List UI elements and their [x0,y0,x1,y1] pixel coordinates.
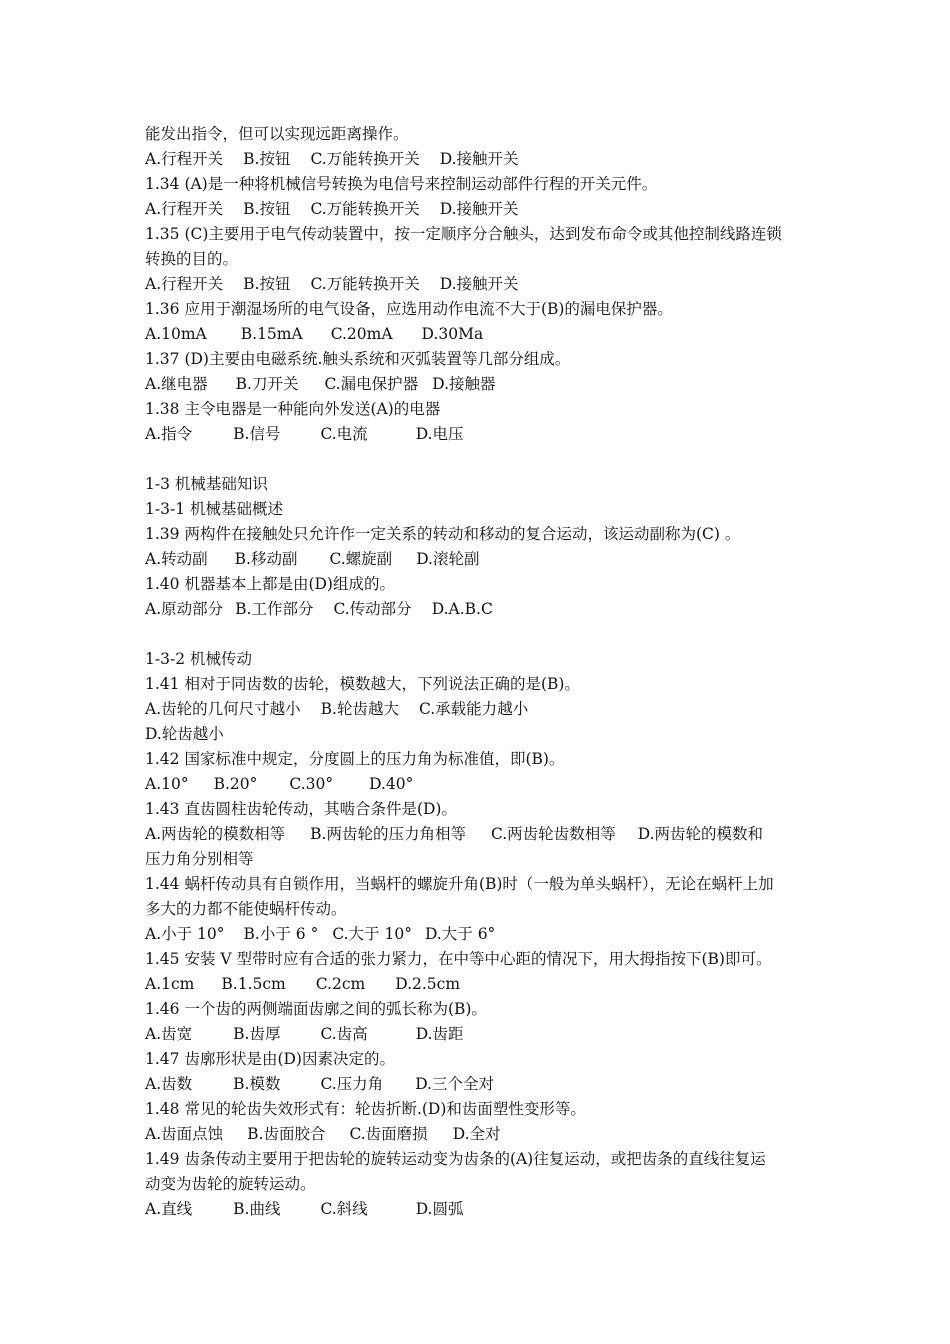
option-c: C.30° [289,775,334,793]
options-row [145,972,815,997]
option-a: A.10mA [145,325,207,343]
option-d: D.全对 [452,1125,501,1143]
question-1-46: 1.46 一个齿的两侧端面齿廓之间的弧长称为(B)。 [145,1000,487,1018]
options-row [145,372,815,397]
options-row [145,597,815,622]
option-a: A.行程开关 [145,200,224,218]
question-1-35-cont: 转换的目的。 [145,250,239,268]
option-d: D.滚轮副 [416,550,480,568]
option-c: C.齿面磨损 [349,1125,428,1143]
option-a: A.10° [145,775,189,793]
options-row [145,422,815,447]
option-c: C.大于 10° [332,925,412,943]
option-c: C.两齿轮齿数相等 [490,825,616,843]
question-1-34: 1.34 (A)是一种将机械信号转换为电信号来控制运动部件行程的开关元件。 [145,175,658,193]
options-row [145,697,815,722]
question-1-41: 1.41 相对于同齿数的齿轮，模数越大，下列说法正确的是(B)。 [145,675,580,693]
options-row [145,547,815,572]
option-a: A.指令 [145,425,193,443]
option-c: C.斜线 [320,1200,368,1218]
question-1-48: 1.48 常见的轮齿失效形式有：轮齿折断.(D)和齿面塑性变形等。 [145,1100,586,1118]
option-b: B.按钮 [243,150,291,168]
option-d: D.圆弧 [415,1200,464,1218]
options-row [145,1072,815,1097]
option-a: A.直线 [145,1200,193,1218]
question-1-40: 1.40 机器基本上都是由(D)组成的。 [145,575,395,593]
question-1-43: 1.43 直齿圆柱齿轮传动，其啮合条件是(D)。 [145,800,457,818]
option-b: B.齿面胶合 [247,1125,326,1143]
option-c: C.承载能力越小 [418,700,529,718]
option-a: A.齿数 [145,1075,193,1093]
option-d: D.30Ma [421,325,484,343]
option-c: C.万能转换开关 [310,150,420,168]
option-d: D.大于 6° [424,925,496,943]
options-row [145,197,815,222]
question-1-39: 1.39 两构件在接触处只允许作一定关系的转动和移动的复合运动，该运动副称为(C) 。 [145,525,741,543]
option-b: B.轮齿越大 [320,700,399,718]
options-row [145,1197,815,1222]
option-a: A.两齿轮的模数相等 [145,825,286,843]
question-1-49-cont: 动变为齿轮的旋转运动。 [145,1175,316,1193]
option-b: B.模数 [233,1075,281,1093]
option-b: B.15mA [240,325,303,343]
option-b: B.小于 6 ° [243,925,319,943]
option-c: C.压力角 [320,1075,384,1093]
option-d: D.电压 [415,425,464,443]
option-b: B.20° [213,775,258,793]
option-a: A.转动副 [145,550,208,568]
option-a: A.齿轮的几何尺寸越小 [145,700,301,718]
option-b: B.刀开关 [235,375,299,393]
option-d: D.轮齿越小 [145,725,224,743]
options-row [145,1122,815,1147]
option-a: A.原动部分 [145,600,224,618]
question-1-49: 1.49 齿条传动主要用于把齿轮的旋转运动变为齿条的(A)往复运动，或把齿条的直线往复运 [145,1150,766,1168]
question-1-36: 1.36 应用于潮湿场所的电气设备，应选用动作电流不大于(B)的漏电保护器。 [145,300,673,318]
option-a: A.齿宽 [145,1025,193,1043]
option-c: C.螺旋副 [329,550,393,568]
option-b: B.移动副 [234,550,298,568]
option-d: D.2.5cm [395,975,461,993]
option-c: C.20mA [330,325,393,343]
option-d: D.A.B.C [431,600,493,618]
option-c: C.电流 [320,425,368,443]
option-b: B.信号 [233,425,281,443]
section-heading: 1-3 机械基础知识 [145,475,268,493]
option-b: B.按钮 [243,200,291,218]
options-row [145,272,815,297]
option-b: B.曲线 [233,1200,281,1218]
option-c: C.2cm [315,975,366,993]
option-a: A.行程开关 [145,275,224,293]
question-1-44-cont: 多大的力都不能使蜗杆传动。 [145,900,347,918]
question-1-37: 1.37 (D)主要由电磁系统.触头系统和灭弧装置等几部分组成。 [145,350,571,368]
option-d: D.三个全对 [415,1075,494,1093]
option-c: C.万能转换开关 [310,200,420,218]
option-a: A.1cm [145,975,195,993]
option-d: D.接触开关 [439,275,519,293]
question-1-38: 1.38 主令电器是一种能向外发送(A)的电器 [145,400,441,418]
option-d: D.接触器 [432,375,496,393]
option-a: A.行程开关 [145,150,224,168]
options-row [145,1022,815,1047]
question-1-45: 1.45 安装 V 型带时应有合适的张力紧力，在中等中心距的情况下，用大拇指按下(B)即可。 [145,950,772,968]
option-b: B.两齿轮的压力角相等 [310,825,466,843]
option-c: C.齿高 [320,1025,368,1043]
option-c: C.万能转换开关 [310,275,420,293]
subsection-heading: 1-3-1 机械基础概述 [145,500,283,518]
option-d: D.40° [369,775,414,793]
option-a: A.小于 10° [145,925,225,943]
question-continuation: 能发出指令，但可以实现远距离操作。 [145,125,409,143]
option-d: D.齿距 [415,1025,464,1043]
options-row [145,922,815,947]
options-row [145,822,815,847]
option-a: A.继电器 [145,375,208,393]
option-d-cont: 压力角分别相等 [145,850,254,868]
option-c: C.传动部分 [333,600,412,618]
question-1-42: 1.42 国家标准中规定，分度圆上的压力角为标准值，即(B)。 [145,750,565,768]
options-row [145,322,815,347]
option-d: D.接触开关 [439,150,519,168]
option-b: B.1.5cm [221,975,286,993]
options-row [145,772,815,797]
option-d: D.两齿轮的模数和 [637,825,764,843]
options-row [145,147,815,172]
option-b: B.工作部分 [235,600,314,618]
document-body [145,122,815,1222]
option-b: B.按钮 [243,275,291,293]
option-c: C.漏电保护器 [324,375,419,393]
question-1-35: 1.35 (C)主要用于电气传动装置中，按一定顺序分合触头，达到发布命令或其他控制线路连锁 [145,225,782,243]
question-1-47: 1.47 齿廓形状是由(D)因素决定的。 [145,1050,395,1068]
option-b: B.齿厚 [233,1025,281,1043]
subsection-heading: 1-3-2 机械传动 [145,650,252,668]
question-1-44: 1.44 蜗杆传动具有自锁作用，当蜗杆的螺旋升角(B)时（一般为单头蜗杆），无论在蜗杆上加 [145,875,774,893]
option-a: A.齿面点蚀 [145,1125,224,1143]
option-d: D.接触开关 [439,200,519,218]
